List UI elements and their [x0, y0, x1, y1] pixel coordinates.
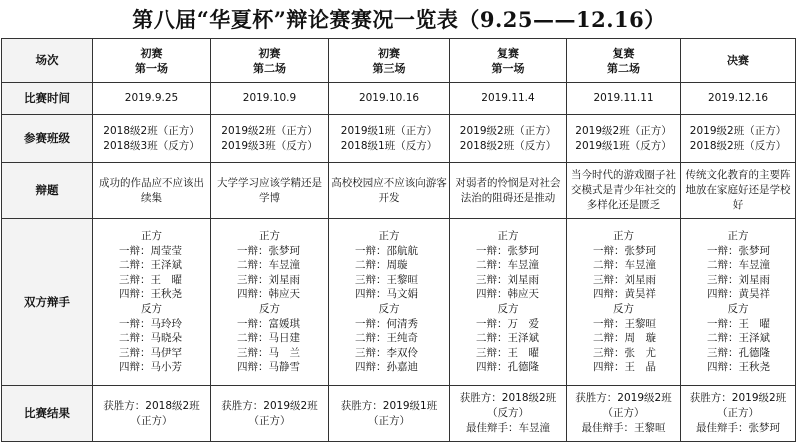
topic-cell: 当今时代的游戏圈子社交模式是青少年社交的多样化还是匮乏	[567, 163, 681, 219]
pro-side-label: 正方	[141, 230, 162, 243]
pro-side-label: 正方	[727, 230, 749, 243]
classes-cell	[567, 115, 681, 163]
row-round	[2, 39, 796, 83]
winner-side: （正方）	[602, 407, 645, 419]
debater-entry: 三辩：马 兰	[237, 346, 300, 359]
debater-entry: 四辩：马静雪	[237, 361, 300, 374]
row-debaters	[2, 219, 796, 386]
topic-cell: 对弱者的怜悯是对社会法治的阻碍还是推动	[450, 163, 567, 219]
date-cell: 2019.10.16	[329, 83, 450, 115]
pro-class: 2019级2班（正方）	[221, 124, 318, 137]
winner-text: 获胜方：2019级2班	[689, 392, 787, 404]
debater-entry: 二辩：王泽斌	[707, 332, 770, 345]
debater-entry: 一辩：周莹莹	[119, 244, 182, 257]
debater-entry: 二辩：王泽斌	[119, 259, 182, 272]
date-cell: 2019.10.9	[211, 83, 329, 115]
round-stage: 初赛	[140, 46, 163, 60]
debater-entry: 四辩：马文娟	[355, 288, 418, 301]
debater-entry: 四辩：王秋尧	[119, 288, 182, 301]
debater-entry: 四辩：黄昊祥	[593, 288, 656, 301]
topic-cell: 高校校园应不应该向游客开发	[329, 163, 450, 219]
debater-entry: 一辩：邵航航	[355, 244, 418, 257]
debater-entry: 一辩：马玲玲	[119, 317, 182, 330]
con-side-label: 反方	[141, 303, 162, 315]
round-game: 第三场	[372, 61, 406, 75]
debater-entry: 二辩：王泽斌	[476, 332, 539, 345]
topic-cell: 大学学习应该学精还是学博	[211, 163, 329, 219]
con-class: 2019级1班（反方）	[575, 139, 672, 152]
round-stage: 复赛	[612, 46, 635, 60]
winner-text: 获胜方：2019级2班	[221, 399, 318, 412]
page-title: 第八届“华夏杯”辩论赛赛况一览表（9.25——12.16）	[132, 7, 666, 32]
winner-text: 获胜方：2019级1班	[340, 399, 438, 412]
debate-summary-table	[1, 38, 796, 442]
debater-entry: 三辩：孔德隆	[707, 346, 770, 359]
debater-entry: 三辩：王 曜	[119, 273, 182, 286]
debater-entry: 三辩：王 曜	[476, 346, 539, 359]
debater-entry: 一辩：张梦珂	[593, 244, 656, 257]
round-game: 第一场	[135, 61, 168, 75]
con-side-label: 反方	[727, 303, 749, 315]
topic-label: 辩题	[2, 163, 93, 219]
debater-entry: 三辩：刘星雨	[707, 273, 770, 286]
debater-entry: 四辩：王秋尧	[707, 361, 770, 374]
debater-entry: 二辩：车昱潼	[707, 259, 770, 272]
result-cell	[211, 386, 329, 442]
winner-text: 获胜方：2018级2班	[103, 399, 200, 412]
debater-entry: 一辩：张梦珂	[476, 244, 539, 257]
con-side-label: 反方	[259, 303, 280, 315]
debater-entry: 一辩：富媛琪	[237, 317, 300, 330]
row-time	[2, 83, 796, 115]
classes-cell	[211, 115, 329, 163]
date-cell: 2019.9.25	[93, 83, 211, 115]
result-cell	[567, 386, 681, 442]
debater-entry: 四辩：孔德隆	[476, 361, 539, 374]
debater-entry: 三辩：刘星雨	[593, 273, 656, 286]
result-cell	[329, 386, 450, 442]
debater-entry: 一辩：张梦珂	[707, 244, 770, 257]
classes-cell	[450, 115, 567, 163]
debater-entry: 二辩：车昱潼	[593, 259, 656, 272]
round-stage: 初赛	[378, 46, 400, 60]
winner-side: （反方）	[487, 407, 529, 419]
round-cell-6	[681, 39, 796, 83]
date-cell: 2019.11.11	[567, 83, 681, 115]
round-cell-5	[567, 39, 681, 83]
classes-cell	[93, 115, 211, 163]
debater-entry: 四辩：黄昊祥	[707, 288, 770, 301]
result-label: 比赛结果	[2, 386, 93, 442]
result-cell	[93, 386, 211, 442]
pro-side-label: 正方	[613, 230, 634, 243]
debater-entry: 二辩：周 璇	[593, 332, 656, 345]
debater-entry: 二辩：马晓朵	[119, 332, 182, 345]
debater-entry: 三辩：刘星雨	[476, 273, 539, 286]
round-game: 第二场	[253, 61, 286, 75]
winner-side: （正方）	[368, 414, 410, 427]
debater-entry: 三辩：李双伶	[355, 346, 418, 359]
con-side-label: 反方	[497, 303, 519, 315]
best-debater: 最佳辩手：张梦珂	[696, 422, 780, 434]
result-cell	[681, 386, 796, 442]
round-cell-2	[211, 39, 329, 83]
winner-side: （正方）	[717, 407, 759, 419]
date-cell: 2019.11.4	[450, 83, 567, 115]
topic-cell: 成功的作品应不应该出续集	[93, 163, 211, 219]
con-class: 2018级2班（反方）	[689, 139, 787, 152]
con-side-label: 反方	[613, 303, 634, 315]
round-cell-4	[450, 39, 567, 83]
con-side-label: 反方	[378, 303, 400, 315]
debater-entry: 四辩：韩应天	[237, 288, 300, 301]
pro-class: 2019级2班（正方）	[459, 124, 557, 137]
time-label: 比赛时间	[2, 83, 93, 115]
debater-entry: 二辩：周璇	[355, 259, 408, 272]
winner-side: （正方）	[248, 414, 291, 427]
best-debater: 最佳辩手：王黎晅	[581, 422, 666, 434]
debater-entry: 二辩：王纯奇	[355, 332, 418, 345]
row-classes	[2, 115, 796, 163]
debater-entry: 二辩：车昱潼	[237, 259, 300, 272]
con-class: 2018级1班（反方）	[340, 139, 438, 152]
classes-label: 参赛班级	[2, 115, 93, 163]
winner-text: 获胜方：2018级2班	[459, 392, 557, 404]
row-topic	[2, 163, 796, 219]
debater-entry: 一辩：何清秀	[355, 317, 418, 330]
con-class: 2018级2班（反方）	[459, 139, 557, 152]
debater-entry: 二辩：车昱潼	[476, 259, 539, 272]
round-game: 第二场	[607, 61, 640, 75]
pro-class: 2019级2班（正方）	[575, 124, 672, 137]
debater-entry: 三辩：刘星雨	[237, 273, 300, 286]
pro-class: 2019级1班（正方）	[340, 124, 438, 137]
debater-entry: 一辩：王 曜	[707, 317, 770, 330]
debater-entry: 四辩：韩应天	[476, 288, 539, 301]
round-stage: 决赛	[727, 54, 749, 67]
pro-side-label: 正方	[378, 230, 400, 243]
debater-entry: 四辩：孙嘉迪	[355, 361, 418, 374]
round-cell-1	[93, 39, 211, 83]
debater-entry: 二辩：马日建	[237, 332, 300, 345]
date-cell: 2019.12.16	[681, 83, 796, 115]
classes-cell	[329, 115, 450, 163]
result-cell	[450, 386, 567, 442]
con-class: 2018级3班（反方）	[103, 139, 200, 152]
best-debater: 最佳辩手：车昱潼	[466, 422, 550, 434]
winner-text: 获胜方：2019级2班	[575, 392, 672, 404]
debaters-cell-3	[329, 219, 450, 386]
debater-entry: 三辩：张 尤	[593, 346, 656, 359]
debaters-cell-1	[93, 219, 211, 386]
debaters-cell-6	[681, 219, 796, 386]
pro-side-label: 正方	[259, 230, 280, 243]
debaters-label: 双方辩手	[2, 219, 93, 386]
debaters-cell-4	[450, 219, 567, 386]
con-class: 2019级3班（反方）	[221, 139, 318, 152]
debater-entry: 三辩：马伊罕	[119, 346, 182, 359]
round-label: 场次	[2, 39, 93, 83]
debater-entry: 一辩：张梦珂	[237, 244, 300, 257]
classes-cell	[681, 115, 796, 163]
debater-entry: 三辩：王黎晅	[355, 273, 418, 286]
round-cell-3	[329, 39, 450, 83]
round-stage: 初赛	[258, 46, 281, 60]
debater-entry: 四辩：王 晶	[593, 361, 656, 374]
debaters-cell-5	[567, 219, 681, 386]
winner-side: （正方）	[130, 414, 173, 427]
topic-cell: 传统文化教育的主要阵地放在家庭好还是学校好	[681, 163, 796, 219]
debater-entry: 一辩：王黎晅	[593, 317, 656, 330]
debater-entry: 一辩：万 爱	[476, 317, 539, 330]
row-result	[2, 386, 796, 442]
pro-side-label: 正方	[497, 230, 519, 243]
debater-entry: 四辩：马小芳	[119, 361, 182, 374]
debaters-cell-2	[211, 219, 329, 386]
round-stage: 复赛	[497, 46, 519, 60]
pro-class: 2019级2班（正方）	[689, 124, 787, 137]
round-game: 第一场	[491, 61, 525, 75]
pro-class: 2018级2班（正方）	[103, 124, 200, 137]
